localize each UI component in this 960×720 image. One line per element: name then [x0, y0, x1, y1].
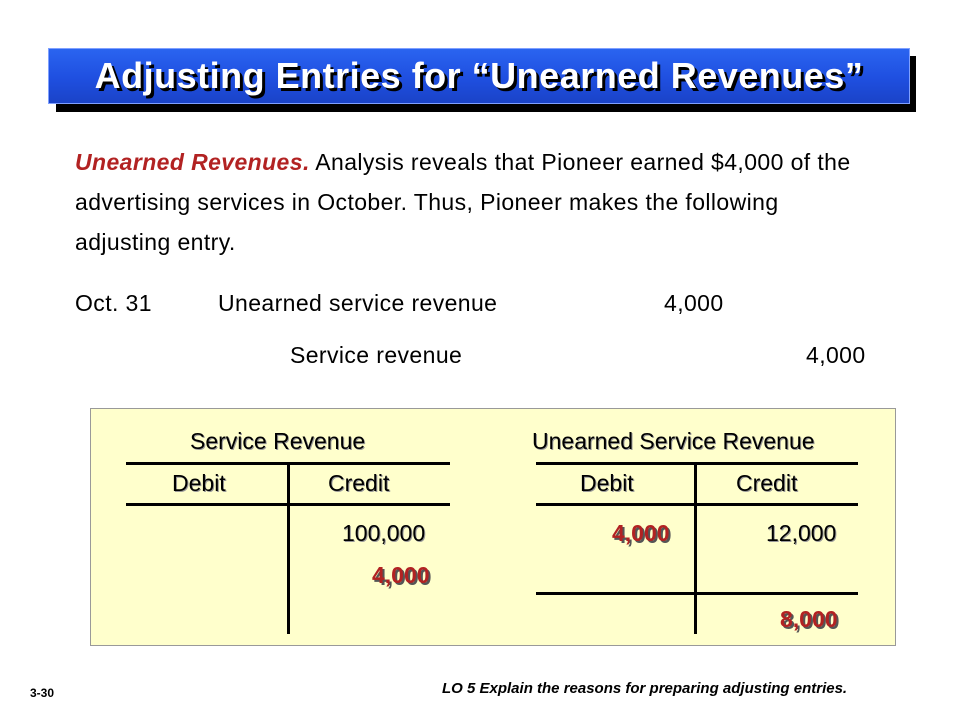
- unearned-revenue-title: Unearned Service Revenue: [532, 428, 815, 454]
- service-revenue-credit-adjustment: 4,000: [372, 562, 430, 588]
- intro-lead: Unearned Revenues.: [75, 149, 310, 175]
- service-revenue-credit-balance: 100,000: [342, 520, 426, 546]
- journal-debit-account: Unearned service revenue: [218, 290, 498, 316]
- unearned-revenue-debit-label: Debit: [580, 470, 634, 496]
- service-revenue-title: Service Revenue: [190, 428, 366, 454]
- slide-title: Adjusting Entries for “Unearned Revenues”: [94, 55, 864, 96]
- journal-date: Oct. 31: [75, 290, 152, 316]
- unearned-revenue-header-line: [536, 503, 858, 506]
- journal-credit-account: Service revenue: [290, 342, 463, 368]
- unearned-revenue-debit-adjustment: 4,000: [612, 520, 670, 546]
- journal-credit-amount: 4,000: [806, 342, 866, 368]
- intro-paragraph: [75, 142, 875, 262]
- service-revenue-divider: [287, 462, 290, 634]
- slide-number: 3-30: [30, 686, 55, 700]
- unearned-revenue-credit-label: Credit: [736, 470, 798, 496]
- unearned-revenue-total-line: [536, 592, 858, 595]
- unearned-revenue-top-line: [536, 462, 858, 465]
- service-revenue-debit-label: Debit: [172, 470, 226, 496]
- service-revenue-credit-label: Credit: [328, 470, 390, 496]
- unearned-revenue-credit-balance: 12,000: [766, 520, 837, 546]
- unearned-revenue-ending-balance: 8,000: [780, 606, 838, 632]
- intro-text: Analysis reveals that Pioneer earned $4,000 of the advertising services in October. Thus, Pioneer makes the following adjusting entry.: [75, 149, 851, 255]
- unearned-revenue-divider: [694, 462, 697, 634]
- journal-debit-amount: 4,000: [664, 290, 724, 316]
- learning-objective: LO 5 Explain the reasons for preparing adjusting entries.: [442, 680, 848, 697]
